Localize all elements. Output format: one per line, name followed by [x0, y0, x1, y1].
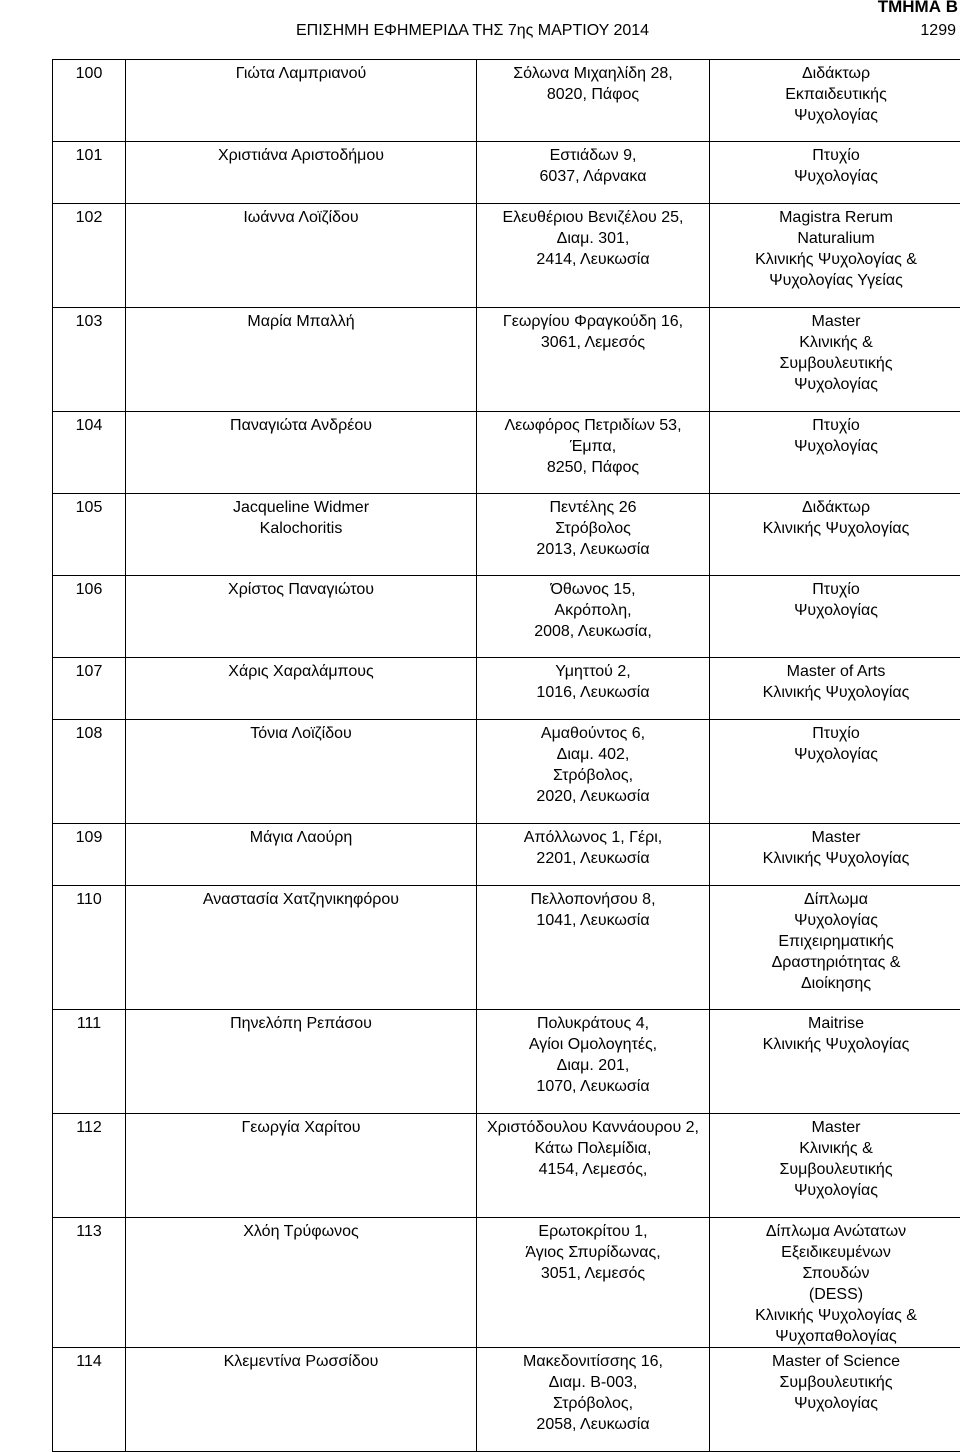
degree-line: Επιχειρηματικής [710, 931, 960, 952]
address-cell [477, 576, 710, 658]
address-line: 4154, Λεμεσός, [477, 1159, 709, 1180]
degree-line: Πτυχίο [710, 145, 960, 166]
address-line: Ερωτοκρίτου 1, [477, 1221, 709, 1242]
address-line: Πεντέλης 26 [477, 497, 709, 518]
table-row [53, 204, 960, 308]
name-cell [126, 60, 477, 142]
degree-line: Magistra Rerum [710, 207, 960, 228]
name-line: Παναγιώτα Ανδρέου [126, 415, 476, 436]
table-row [53, 494, 960, 576]
name-line: Jacqueline Widmer [126, 497, 476, 518]
gazette-title: ΕΠΙΣΗΜΗ ΕΦΗΜΕΡΙΔΑ ΤΗΣ 7ης ΜΑΡΤΙΟΥ 2014 [296, 22, 649, 40]
address-line: Διαμ. 301, [477, 228, 709, 249]
table-row [53, 658, 960, 720]
row-number-cell [53, 658, 126, 720]
degree-cell [710, 658, 960, 720]
degree-line: Κλινικής & [710, 1138, 960, 1159]
row-number-cell [53, 576, 126, 658]
degree-line: Κλινικής Ψυχολογίας & [710, 249, 960, 270]
degree-line: Maitrise [710, 1013, 960, 1034]
degree-line: Εκπαιδευτικής [710, 84, 960, 105]
address-line: Διαμ. Β-003, [477, 1372, 709, 1393]
address-line: Διαμ. 402, [477, 744, 709, 765]
address-line: Εστιάδων 9, [477, 145, 709, 166]
address-line: Αγίοι Ομολογητές, [477, 1034, 709, 1055]
degree-line: Εξειδικευμένων [710, 1242, 960, 1263]
row-number: 111 [53, 1013, 125, 1034]
address-cell [477, 720, 710, 824]
degree-cell [710, 204, 960, 308]
address-line: Πελλοπονήσου 8, [477, 889, 709, 910]
name-cell [126, 1348, 477, 1452]
registry-table-body [53, 60, 960, 1452]
address-line: Μακεδονιτίσσης 16, [477, 1351, 709, 1372]
degree-cell [710, 824, 960, 886]
name-cell [126, 494, 477, 576]
address-line: Απόλλωνος 1, Γέρι, [477, 827, 709, 848]
address-line: Ελευθέριου Βενιζέλου 25, [477, 207, 709, 228]
degree-line: Δίπλωμα Ανώτατων [710, 1221, 960, 1242]
name-line: Ιωάννα Λοϊζίδου [126, 207, 476, 228]
address-line: 1016, Λευκωσία [477, 682, 709, 703]
address-line: 1041, Λευκωσία [477, 910, 709, 931]
address-line: 1070, Λευκωσία [477, 1076, 709, 1097]
registry-table [52, 59, 960, 1452]
degree-line: Διοίκησης [710, 973, 960, 994]
degree-cell [710, 60, 960, 142]
table-row [53, 60, 960, 142]
address-line: Στρόβολος, [477, 1393, 709, 1414]
address-cell [477, 412, 710, 494]
address-line: Πολυκράτους 4, [477, 1013, 709, 1034]
degree-line: Master of Arts [710, 661, 960, 682]
address-cell [477, 658, 710, 720]
table-row [53, 1218, 960, 1348]
page-number: 1299 [920, 22, 956, 40]
name-cell [126, 1010, 477, 1114]
degree-line: Ψυχολογίας [710, 1393, 960, 1414]
row-number: 110 [53, 889, 125, 910]
address-line: Στρόβολος, [477, 765, 709, 786]
address-line: Χριστόδουλου Καννάουρου 2, [477, 1117, 709, 1138]
name-line: Γιώτα Λαμπριανού [126, 63, 476, 84]
address-line: Γεωργίου Φραγκούδη 16, [477, 311, 709, 332]
address-cell [477, 60, 710, 142]
address-line: Όθωνος 15, [477, 579, 709, 600]
table-row [53, 1010, 960, 1114]
address-line: 2201, Λευκωσία [477, 848, 709, 869]
degree-line: Κλινικής Ψυχολογίας [710, 518, 960, 539]
degree-cell [710, 308, 960, 412]
degree-cell [710, 1010, 960, 1114]
section-label: ΤΜΗΜΑ Β [878, 0, 958, 17]
degree-line: Ψυχολογίας [710, 744, 960, 765]
degree-line: Πτυχίο [710, 579, 960, 600]
row-number: 105 [53, 497, 125, 518]
address-cell [477, 494, 710, 576]
address-line: Διαμ. 201, [477, 1055, 709, 1076]
row-number: 109 [53, 827, 125, 848]
name-line: Χριστιάνα Αριστοδήμου [126, 145, 476, 166]
degree-cell [710, 1348, 960, 1452]
address-line: 2013, Λευκωσία [477, 539, 709, 560]
name-line: Χλόη Τρύφωνος [126, 1221, 476, 1242]
address-line: Ακρόπολη, [477, 600, 709, 621]
degree-line: Κλινικής Ψυχολογίας [710, 682, 960, 703]
degree-cell [710, 494, 960, 576]
address-line: 3061, Λεμεσός [477, 332, 709, 353]
degree-line: Ψυχοπαθολογίας [710, 1326, 960, 1347]
degree-cell [710, 886, 960, 1010]
address-cell [477, 886, 710, 1010]
degree-cell [710, 142, 960, 204]
degree-line: Ψυχολογίας [710, 374, 960, 395]
row-number: 104 [53, 415, 125, 436]
row-number-cell [53, 886, 126, 1010]
row-number-cell [53, 1010, 126, 1114]
address-line: Στρόβολος [477, 518, 709, 539]
row-number: 103 [53, 311, 125, 332]
row-number-cell [53, 824, 126, 886]
name-cell [126, 720, 477, 824]
degree-line: Πτυχίο [710, 723, 960, 744]
degree-cell [710, 576, 960, 658]
address-line: 3051, Λεμεσός [477, 1263, 709, 1284]
name-cell [126, 1218, 477, 1348]
row-number: 102 [53, 207, 125, 228]
degree-line: Δραστηριότητας & [710, 952, 960, 973]
degree-line: Ψυχολογίας Υγείας [710, 270, 960, 291]
name-cell [126, 658, 477, 720]
degree-line: Πτυχίο [710, 415, 960, 436]
table-row [53, 576, 960, 658]
address-line: Κάτω Πολεμίδια, [477, 1138, 709, 1159]
address-cell [477, 1348, 710, 1452]
name-line: Μάγια Λαούρη [126, 827, 476, 848]
row-number-cell [53, 142, 126, 204]
degree-cell [710, 1218, 960, 1348]
name-line: Γεωργία Χαρίτου [126, 1117, 476, 1138]
row-number: 112 [53, 1117, 125, 1138]
name-line: Μαρία Μπαλλή [126, 311, 476, 332]
row-number-cell [53, 1218, 126, 1348]
table-row [53, 142, 960, 204]
degree-line: Κλινικής Ψυχολογίας & [710, 1305, 960, 1326]
degree-line: Ψυχολογίας [710, 1180, 960, 1201]
degree-cell [710, 1114, 960, 1218]
address-cell [477, 824, 710, 886]
row-number-cell [53, 1114, 126, 1218]
name-cell [126, 412, 477, 494]
address-cell [477, 1218, 710, 1348]
degree-line: Συμβουλευτικής [710, 353, 960, 374]
row-number: 106 [53, 579, 125, 600]
address-line: Αμαθούντος 6, [477, 723, 709, 744]
degree-cell [710, 412, 960, 494]
table-row [53, 1348, 960, 1452]
address-line: 2008, Λευκωσία, [477, 621, 709, 642]
degree-line: Κλινικής & [710, 332, 960, 353]
address-cell [477, 204, 710, 308]
row-number-cell [53, 720, 126, 824]
row-number-cell [53, 60, 126, 142]
name-line: Πηνελόπη Ρεπάσου [126, 1013, 476, 1034]
address-line: Άγιος Σπυρίδωνας, [477, 1242, 709, 1263]
name-cell [126, 142, 477, 204]
table-row [53, 308, 960, 412]
table-row [53, 720, 960, 824]
name-line: Χάρις Χαραλάμπους [126, 661, 476, 682]
degree-line: Κλινικής Ψυχολογίας [710, 848, 960, 869]
name-line: Κλεμεντίνα Ρωσσίδου [126, 1351, 476, 1372]
name-cell [126, 308, 477, 412]
degree-line: Naturalium [710, 228, 960, 249]
degree-line: Ψυχολογίας [710, 105, 960, 126]
degree-line: (DESS) [710, 1284, 960, 1305]
degree-line: Master [710, 1117, 960, 1138]
degree-cell [710, 720, 960, 824]
row-number-cell [53, 1348, 126, 1452]
degree-line: Master of Science [710, 1351, 960, 1372]
degree-line: Ψυχολογίας [710, 910, 960, 931]
running-head [0, 22, 960, 44]
name-cell [126, 886, 477, 1010]
degree-line: Συμβουλευτικής [710, 1159, 960, 1180]
name-cell [126, 1114, 477, 1218]
row-number-cell [53, 494, 126, 576]
address-line: Έμπα, [477, 436, 709, 457]
name-cell [126, 576, 477, 658]
address-line: 2058, Λευκωσία [477, 1414, 709, 1435]
address-cell [477, 1010, 710, 1114]
degree-line: Διδάκτωρ [710, 63, 960, 84]
address-line: Σόλωνα Μιχαηλίδη 28, [477, 63, 709, 84]
table-row [53, 886, 960, 1010]
table-row [53, 412, 960, 494]
row-number: 101 [53, 145, 125, 166]
name-line: Αναστασία Χατζηνικηφόρου [126, 889, 476, 910]
name-cell [126, 204, 477, 308]
name-line: Χρίστος Παναγιώτου [126, 579, 476, 600]
row-number-cell [53, 308, 126, 412]
address-line: 6037, Λάρνακα [477, 166, 709, 187]
degree-line: Ψυχολογίας [710, 436, 960, 457]
degree-line: Master [710, 311, 960, 332]
row-number-cell [53, 204, 126, 308]
row-number: 113 [53, 1221, 125, 1242]
degree-line: Master [710, 827, 960, 848]
table-row [53, 1114, 960, 1218]
row-number: 107 [53, 661, 125, 682]
row-number: 108 [53, 723, 125, 744]
degree-line: Συμβουλευτικής [710, 1372, 960, 1393]
name-cell [126, 824, 477, 886]
row-number-cell [53, 412, 126, 494]
row-number: 100 [53, 63, 125, 84]
degree-line: Κλινικής Ψυχολογίας [710, 1034, 960, 1055]
degree-line: Δίπλωμα [710, 889, 960, 910]
name-line: Kalochoritis [126, 518, 476, 539]
address-line: 8020, Πάφος [477, 84, 709, 105]
name-line: Τόνια Λοϊζίδου [126, 723, 476, 744]
address-line: Υμηττού 2, [477, 661, 709, 682]
table-row [53, 824, 960, 886]
row-number: 114 [53, 1351, 125, 1372]
address-cell [477, 142, 710, 204]
address-line: 2414, Λευκωσία [477, 249, 709, 270]
degree-line: Ψυχολογίας [710, 166, 960, 187]
address-cell [477, 1114, 710, 1218]
address-line: 8250, Πάφος [477, 457, 709, 478]
degree-line: Ψυχολογίας [710, 600, 960, 621]
address-cell [477, 308, 710, 412]
degree-line: Σπουδών [710, 1263, 960, 1284]
address-line: Λεωφόρος Πετριδίων 53, [477, 415, 709, 436]
degree-line: Διδάκτωρ [710, 497, 960, 518]
address-line: 2020, Λευκωσία [477, 786, 709, 807]
